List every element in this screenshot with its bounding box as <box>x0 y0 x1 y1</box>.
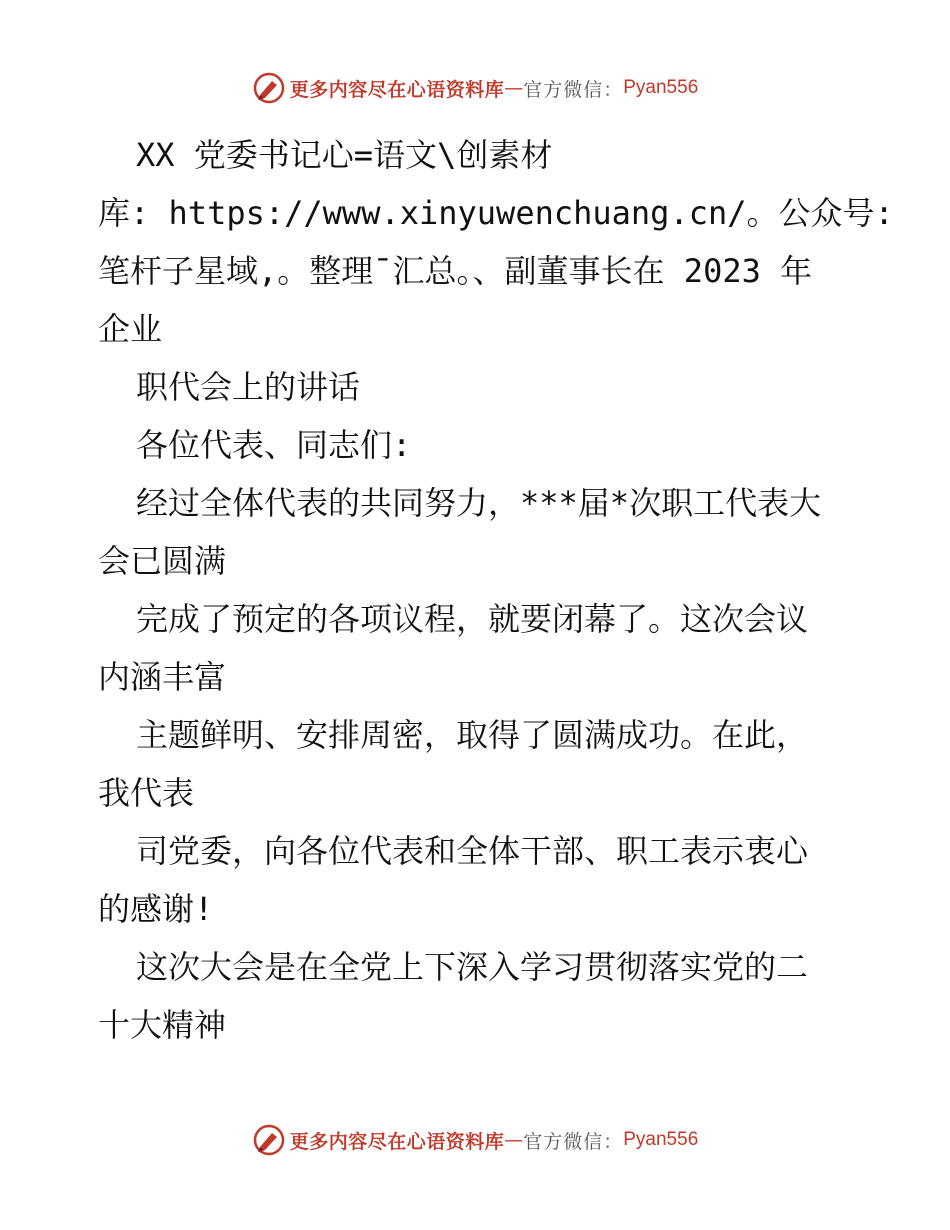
banner-sub-text: 官方微信： <box>523 78 624 101</box>
text-line: 的感谢! <box>98 890 214 928</box>
text-line: 内涵丰富 <box>98 658 227 696</box>
footer-banner <box>0 1120 950 1160</box>
text-line: 司党委，向各位代表和全体干部、职工表示衷心 <box>136 832 809 870</box>
text-line: 职代会上的讲话 <box>136 368 361 406</box>
banner-sub-text: 官方微信： <box>523 1130 624 1153</box>
header-banner <box>0 68 950 108</box>
banner-separator: — <box>504 1129 524 1151</box>
text-line: 我代表 <box>98 774 195 812</box>
text-line: 各位代表、同志们: <box>136 426 412 464</box>
banner-separator: — <box>504 77 524 99</box>
pen-logo-icon <box>252 1123 286 1157</box>
text-line: 完成了预定的各项议程，就要闭幕了。这次会议 <box>136 600 809 638</box>
banner-main-text: 更多内容尽在心语资料库 <box>289 78 505 101</box>
text-line: 会已圆满 <box>98 542 227 580</box>
text-line: 经过全体代表的共同努力，***届*次职工代表大 <box>136 484 822 522</box>
text-line: 这次大会是在全党上下深入学习贯彻落实党的二 <box>136 948 809 986</box>
text-line: 十大精神 <box>98 1006 227 1044</box>
text-line: 库: https://www.xinyuwenchuang.cn/。公众号: <box>98 194 894 232</box>
text-line: 企业 <box>98 310 163 348</box>
text-line: 笔杆子星域,。整理¯汇总。、副董事长在 2023 年 <box>98 252 813 290</box>
text-line: XX 党委书记心=语文\创素材 <box>136 136 553 174</box>
banner-main-text: 更多内容尽在心语资料库 <box>289 1130 505 1153</box>
text-line: 主题鲜明、安排周密，取得了圆满成功。在此， <box>136 716 809 754</box>
pen-logo-icon <box>252 71 286 105</box>
document-body <box>98 126 894 1054</box>
banner-wechat-id: Pyan556 <box>623 1129 699 1150</box>
banner-wechat-id: Pyan556 <box>623 77 699 98</box>
